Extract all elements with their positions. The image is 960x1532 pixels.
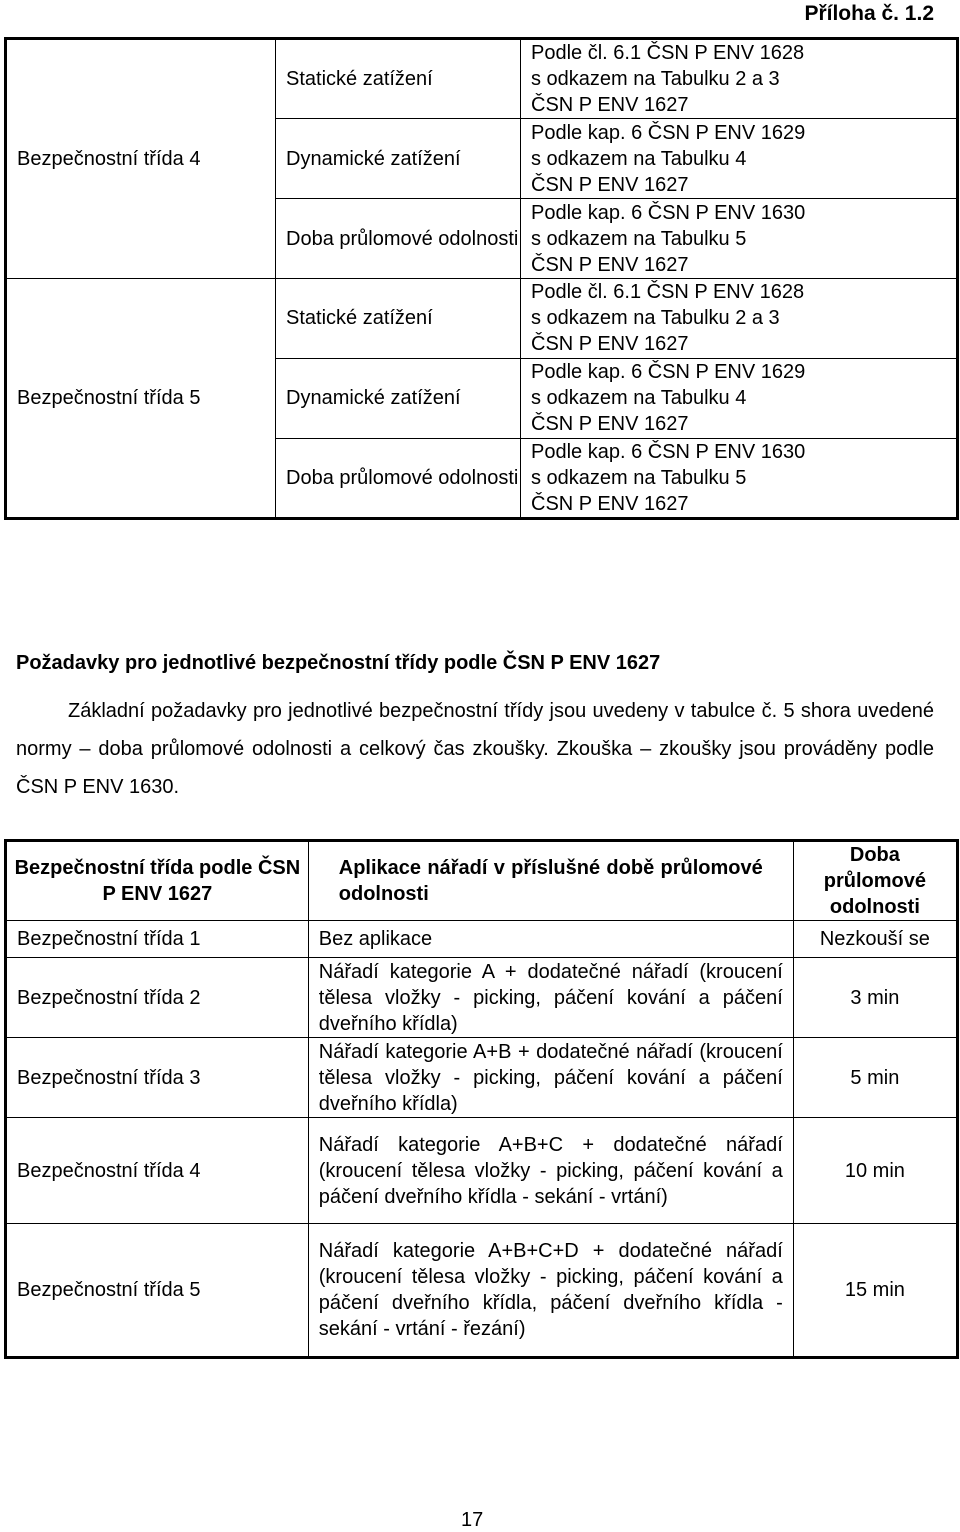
ref-line: ČSN P ENV 1627 xyxy=(531,492,689,515)
class-cell: Bezpečnostní třída 5 xyxy=(6,1224,309,1358)
ref-line: s odkazem na Tabulku 2 a 3 xyxy=(531,68,780,91)
ref-line: ČSN P ENV 1627 xyxy=(531,333,689,356)
ref-line: ČSN P ENV 1627 xyxy=(531,413,689,436)
header-time: Doba průlomové odolnosti xyxy=(793,841,957,921)
ref-line: Podle kap. 6 ČSN P ENV 1630 xyxy=(531,201,806,224)
ref-line: ČSN P ENV 1627 xyxy=(531,173,689,196)
class-5-cell: Bezpečnostní třída 5 xyxy=(6,279,276,519)
class-cell: Bezpečnostní třída 3 xyxy=(6,1038,309,1118)
ref-line: Podle čl. 6.1 ČSN P ENV 1628 xyxy=(531,281,805,304)
ref-line: s odkazem na Tabulku 4 xyxy=(531,147,747,170)
load-static-cell: Statické zatížení xyxy=(276,39,521,119)
section-heading: Požadavky pro jednotlivé bezpečnostní třídy podle ČSN P ENV 1627 xyxy=(16,652,661,674)
ref-static-cell xyxy=(521,279,958,358)
ref-time-cell xyxy=(521,438,958,518)
ref-line: ČSN P ENV 1627 xyxy=(531,94,689,117)
class-cell: Bezpečnostní třída 2 xyxy=(6,958,309,1038)
ref-line: s odkazem na Tabulku 4 xyxy=(531,387,747,410)
load-dynamic-cell: Dynamické zatížení xyxy=(276,358,521,438)
ref-line: Podle kap. 6 ČSN P ENV 1629 xyxy=(531,121,806,144)
class-cell: Bezpečnostní třída 4 xyxy=(6,1118,309,1224)
ref-line: ČSN P ENV 1627 xyxy=(531,253,689,276)
page-number: 17 xyxy=(461,1509,484,1531)
tools-cell: Nářadí kategorie A+B+C+D + dodatečné nářadí (kroucení tělesa vložky - picking, páčení kování a páčení dveřního křídla, páčení dveřního křídla - sekání - vrtání - řezání) xyxy=(308,1224,793,1358)
time-cell: 5 min xyxy=(793,1038,957,1118)
time-cell: 3 min xyxy=(793,958,957,1038)
ref-static-cell xyxy=(521,39,958,119)
ref-dynamic-cell xyxy=(521,358,958,438)
time-cell: 10 min xyxy=(793,1118,957,1224)
annex-label: Příloha č. 1.2 xyxy=(804,2,934,25)
load-static-cell: Statické zatížení xyxy=(276,279,521,358)
ref-line: Podle čl. 6.1 ČSN P ENV 1628 xyxy=(531,42,805,64)
security-class-table xyxy=(4,839,959,1359)
ref-line: Podle kap. 6 ČSN P ENV 1630 xyxy=(531,440,806,463)
tools-cell: Nářadí kategorie A + dodatečné nářadí (kroucení tělesa vložky - picking, páčení kování a páčení dveřního křídla) xyxy=(308,958,793,1038)
ref-line: s odkazem na Tabulku 2 a 3 xyxy=(531,307,780,330)
load-time-cell: Doba průlomové odolnosti xyxy=(276,199,521,279)
ref-time-cell xyxy=(521,199,958,279)
ref-line: Podle kap. 6 ČSN P ENV 1629 xyxy=(531,360,806,383)
time-cell: Nezkouší se xyxy=(793,921,957,958)
ref-line: s odkazem na Tabulku 5 xyxy=(531,227,747,250)
ref-dynamic-cell xyxy=(521,119,958,199)
time-cell: 15 min xyxy=(793,1224,957,1358)
body-paragraph xyxy=(16,692,934,806)
class-4-cell: Bezpečnostní třída 4 xyxy=(6,39,276,279)
tools-cell: Nářadí kategorie A+B+C + dodatečné nářadí (kroucení tělesa vložky - picking, páčení kování a páčení dveřního křídla - sekání - vrtání) xyxy=(308,1118,793,1224)
header-tools: Aplikace nářadí v příslušné době průlomové odolnosti xyxy=(308,841,793,921)
load-dynamic-cell: Dynamické zatížení xyxy=(276,119,521,199)
class-cell: Bezpečnostní třída 1 xyxy=(6,921,309,958)
tools-cell: Nářadí kategorie A+B + dodatečné nářadí (kroucení tělesa vložky - picking, páčení kování a páčení dveřního křídla) xyxy=(308,1038,793,1118)
ref-line: s odkazem na Tabulku 5 xyxy=(531,466,747,489)
header-class: Bezpečnostní třída podle ČSN P ENV 1627 xyxy=(6,841,309,921)
paragraph-text: Základní požadavky pro jednotlivé bezpečnostní třídy jsou uvedeny v tabulce č. 5 shora uvedené normy – doba průlomové odolnosti a celkový čas zkoušky. Zkouška – zkoušky jsou prováděny podle ČSN P ENV 1630. xyxy=(16,700,934,798)
requirements-reference-table xyxy=(4,37,959,520)
load-time-cell: Doba průlomové odolnosti xyxy=(276,438,521,518)
tools-cell: Bez aplikace xyxy=(308,921,793,958)
